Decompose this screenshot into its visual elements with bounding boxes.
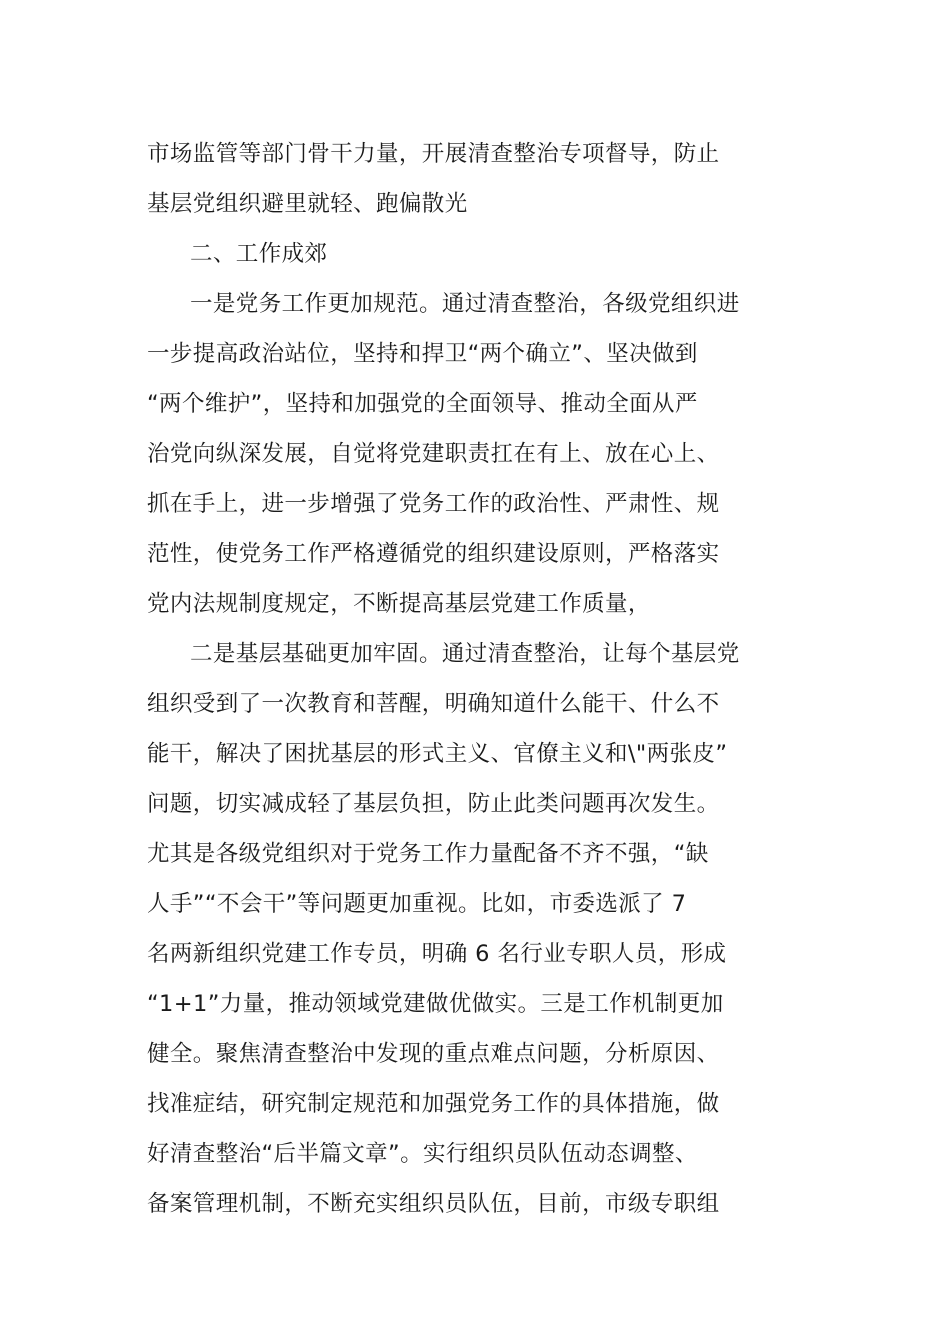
text-line-12: 组织受到了一次教育和菩醒，明确知道什么能干、什么不 bbox=[147, 691, 720, 717]
text-line-7: 治党向纵深发展，自觉将党建职责扛在有上、放在心上、 bbox=[147, 441, 720, 467]
text-line-2: 基层党组织避里就轻、跑偏散光 bbox=[147, 191, 468, 217]
text-line-22: 备案管理机制，不断充实组织员队伍，目前，市级专职组 bbox=[147, 1191, 720, 1217]
text-line-5: 一步提高政治站位，坚持和捍卫“两个确立”、坚决做到 bbox=[147, 341, 698, 367]
text-line-6: “两个维护”，坚持和加强党的全面领导、推动全面从严 bbox=[147, 391, 698, 417]
text-line-13: 能干，解决了困扰基层的形式主义、官僚主义和\"两张皮” bbox=[147, 741, 728, 767]
text-line-1: 市场监管等部门骨干力量，开展清查整治专项督导，防止 bbox=[147, 141, 720, 167]
text-line-21: 好清查整治“后半篇文章”。实行组织员队伍动态调整、 bbox=[147, 1141, 698, 1167]
text-line-15: 尤其是各级党组织对于党务工作力量配备不齐不强，“缺 bbox=[147, 841, 709, 867]
text-line-11: 二是基层基础更加牢固。通过清查整治，让每个基层党 bbox=[190, 641, 740, 667]
text-line-18: “1+1”力量，推动领域党建做优做实。三是工作机制更加 bbox=[147, 991, 724, 1017]
text-line-10: 党内法规制度规定，不断提高基层党建工作质量， bbox=[147, 591, 651, 617]
text-line-14: 问题，切实减成轻了基层负担，防止此类问题再次发生。 bbox=[147, 791, 720, 817]
text-line-4: 一是党务工作更加规范。通过清查整治，各级党组织进 bbox=[190, 291, 740, 317]
text-line-8: 抓在手上，进一步增强了党务工作的政治性、严肃性、规 bbox=[147, 491, 720, 517]
text-line-17: 名两新组织党建工作专员，明确 6 名行业专职人员，形成 bbox=[147, 941, 727, 967]
text-line-9: 范性，使党务工作严格遵循党的组织建设原则，严格落实 bbox=[147, 541, 720, 567]
text-line-20: 找准症结，研究制定规范和加强党务工作的具体措施，做 bbox=[147, 1091, 720, 1117]
section-heading: 二、工作成郊 bbox=[190, 241, 328, 267]
text-line-19: 健全。聚焦清查整治中发现的重点难点问题，分析原因、 bbox=[147, 1041, 720, 1067]
text-line-16: 人手”“不会干”等问题更加重视。比如，市委选派了 7 bbox=[147, 891, 687, 917]
